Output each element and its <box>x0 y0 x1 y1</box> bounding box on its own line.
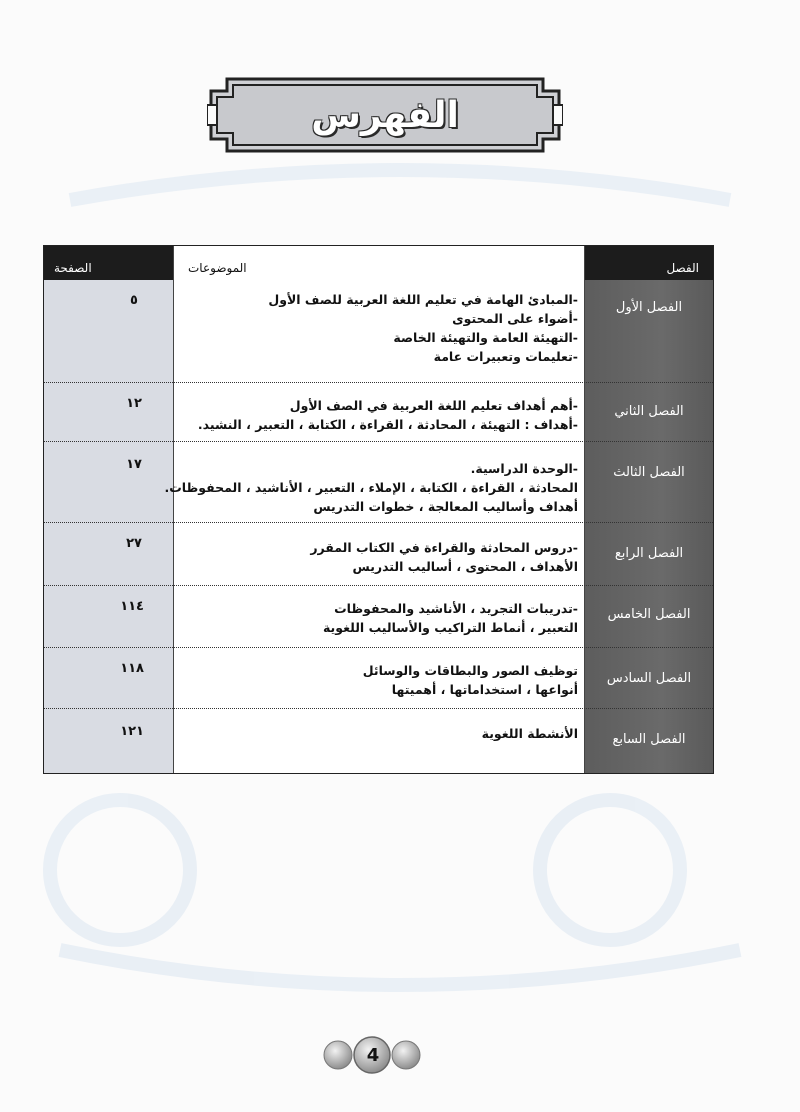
chapter-topics <box>178 599 578 637</box>
chapter-name: الفصل الخامس <box>607 607 691 622</box>
page-number: ٥ <box>130 293 138 308</box>
topic-line: التعبير ، أنماط التراكيب والأساليب اللغوية <box>322 620 578 635</box>
row-divider <box>44 585 713 586</box>
page-title: الفهرس <box>311 94 459 136</box>
page-number: ٢٧ <box>126 536 142 551</box>
page-number: ١١٨ <box>120 661 144 676</box>
row-divider <box>44 441 713 442</box>
topic-line: المحادثة ، القراءة ، الكتابة ، الإملاء ، التعبير ، الأناشيد ، المحفوظات. <box>164 480 578 495</box>
header-topics: الموضوعات <box>173 246 585 280</box>
page-number: ١١٤ <box>120 599 144 614</box>
header-chapter: الفصل <box>585 246 713 280</box>
chapter-name: الفصل السادس <box>606 671 692 686</box>
chapter-name: الفصل الثالث <box>613 465 685 480</box>
topic-line: الأنشطة اللغوية <box>481 726 578 741</box>
page-number: ١٢ <box>126 396 142 411</box>
chapter-topics <box>178 396 578 434</box>
topic-line: -أهداف : التهيئة ، المحادثة ، القراءة ، الكتابة ، التعبير ، النشيد. <box>197 417 578 432</box>
chapter-topics <box>178 724 578 743</box>
topic-line: توظيف الصور والبطاقات والوسائل <box>362 663 578 678</box>
row-divider <box>44 647 713 648</box>
topic-line: -التهيئة العامة والتهيئة الخاصة <box>393 330 578 345</box>
chapter-name: الفصل السابع <box>612 732 686 747</box>
chapter-column <box>585 280 713 773</box>
topic-line: -تدريبات التجريد ، الأناشيد والمحفوظات <box>334 601 578 616</box>
chapter-name: الفصل الثاني <box>614 404 684 419</box>
topic-line: أهداف وأساليب المعالجة ، خطوات التدريس <box>313 499 578 514</box>
table-header <box>44 246 713 280</box>
chapter-topics <box>178 538 578 576</box>
topic-line: -دروس المحادثة والقراءة في الكتاب المقرر <box>310 540 578 555</box>
page-number: ١٢١ <box>120 724 144 739</box>
row-divider <box>44 708 713 709</box>
topic-line: -المبادئ الهامة في تعليم اللغة العربية للصف الأول <box>268 292 578 307</box>
topic-line: -الوحدة الدراسية. <box>470 461 578 476</box>
page-number: ١٧ <box>126 457 142 472</box>
page-column <box>44 280 173 773</box>
topic-line: -أضواء على المحتوى <box>452 311 578 326</box>
topic-line: أنواعها ، استخداماتها ، أهميتها <box>391 682 578 697</box>
header-page: الصفحة <box>44 246 173 280</box>
page-number-label: 4 <box>366 1044 380 1066</box>
chapter-name: الفصل الأول <box>615 300 683 315</box>
chapter-name: الفصل الرابع <box>614 546 684 561</box>
toc-table <box>43 245 714 774</box>
row-divider <box>44 522 713 523</box>
topic-line: الأهداف ، المحتوى ، أساليب التدريس <box>352 559 578 574</box>
topic-line: -أهم أهداف تعليم اللغة العربية في الصف الأول <box>289 398 578 413</box>
chapter-topics <box>178 290 578 366</box>
title-frame <box>207 75 563 155</box>
chapter-topics <box>164 459 578 516</box>
chapter-topics <box>178 661 578 699</box>
row-divider <box>44 382 713 383</box>
topic-line: -تعليمات وتعبيرات عامة <box>433 349 578 364</box>
